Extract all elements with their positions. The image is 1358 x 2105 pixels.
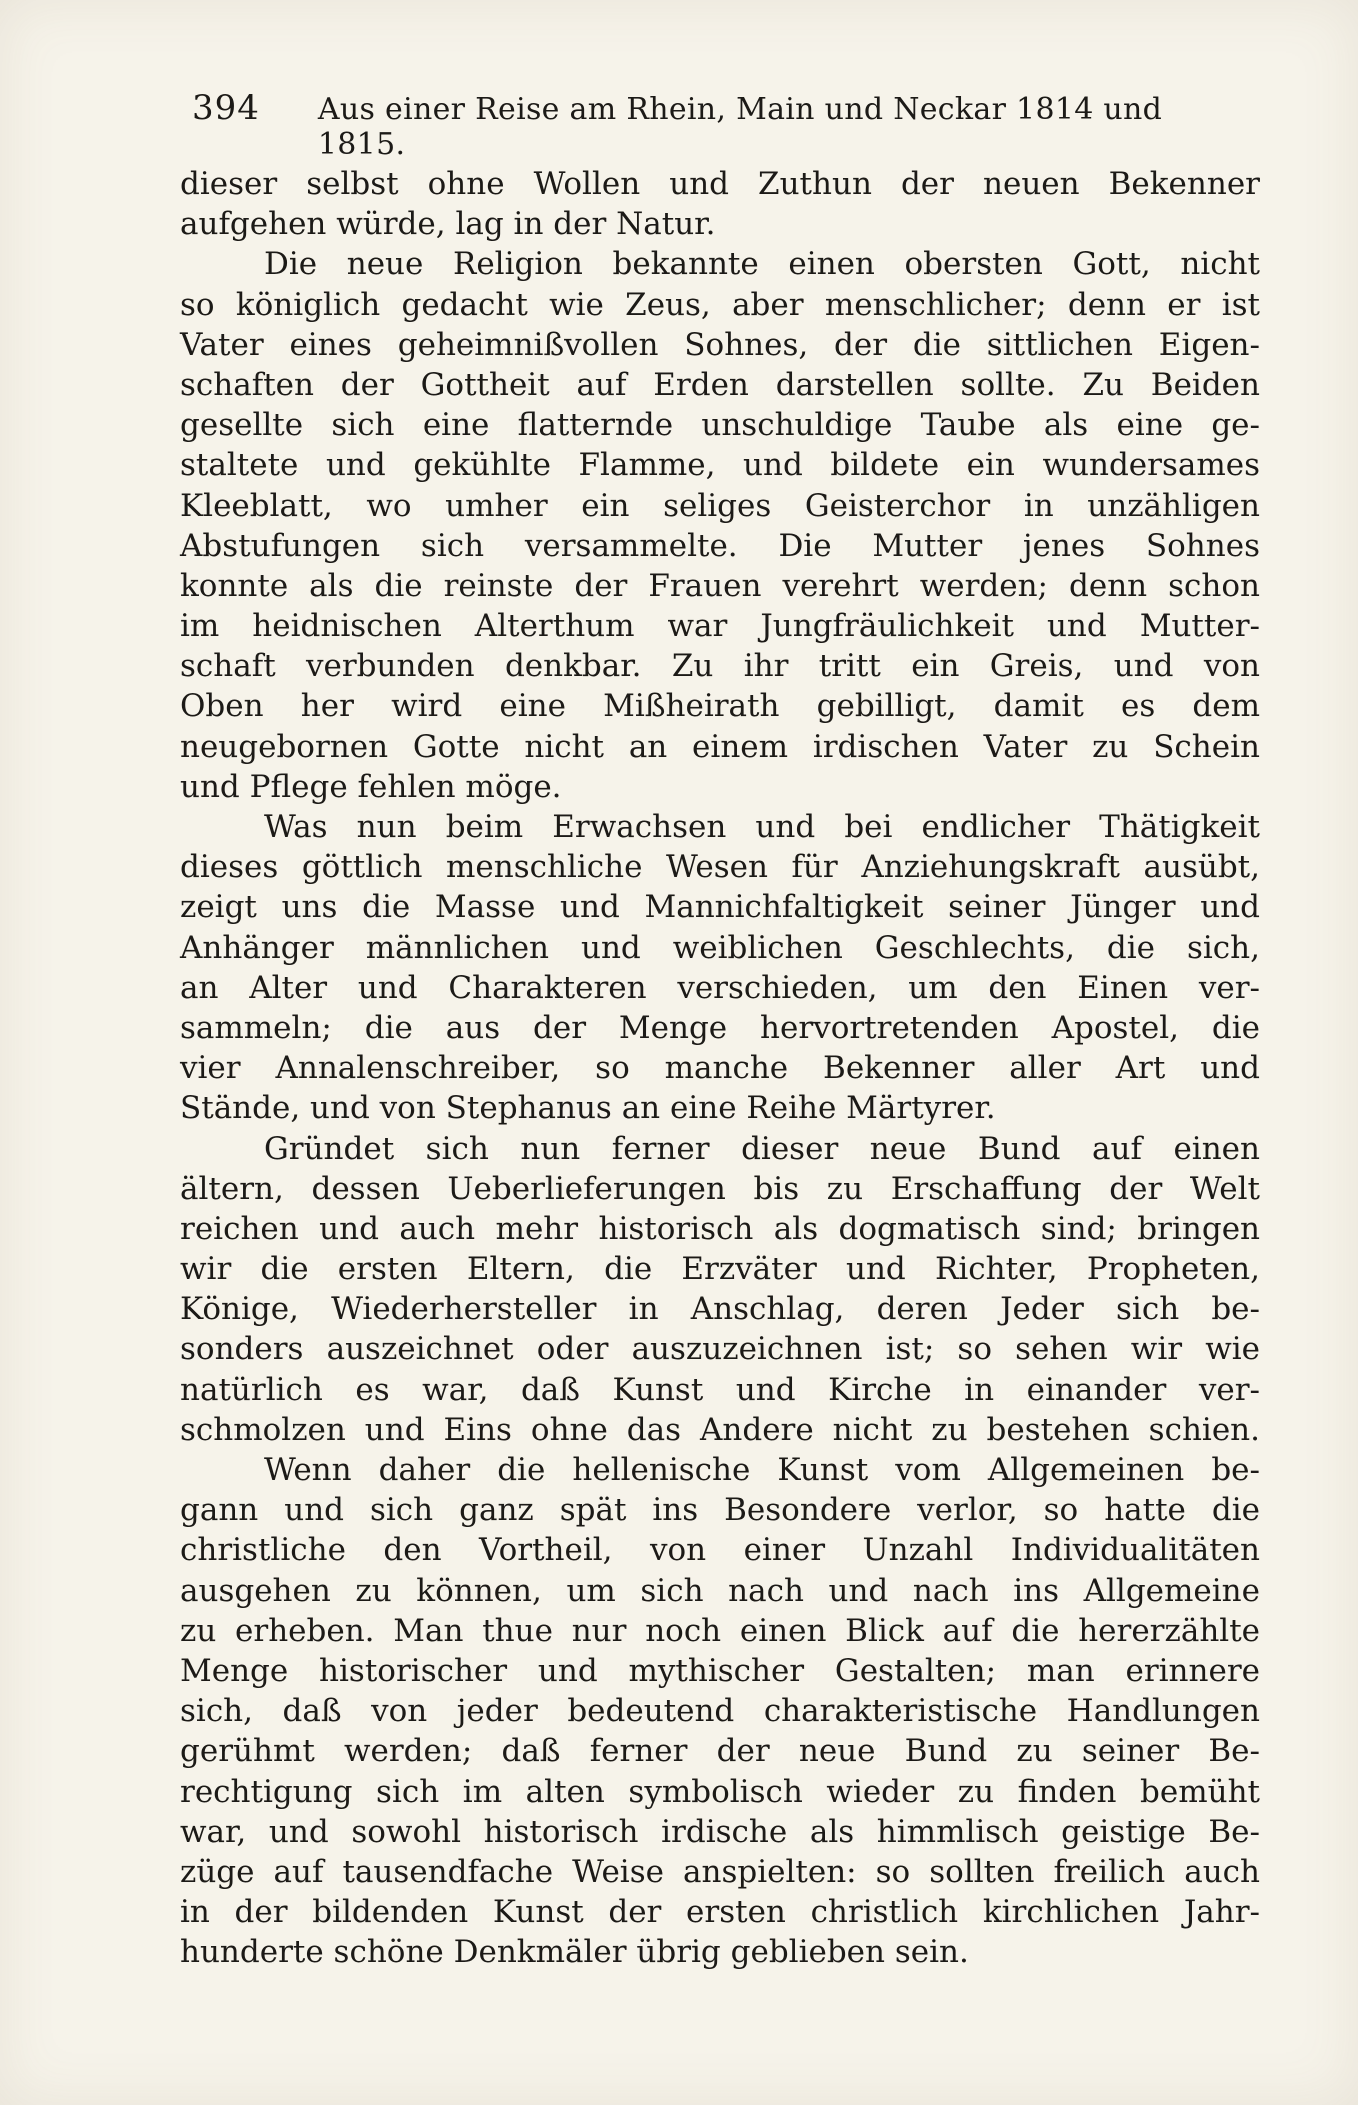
text-line: reichen und auch mehr historisch als dogmatisch sind; bringen — [180, 1210, 1260, 1247]
text-line: gann und sich ganz spät ins Besondere verlor, so hatte die — [180, 1492, 1260, 1529]
text-line: aufgehen würde, lag in der Natur. — [180, 206, 716, 243]
text-line: sich, daß von jeder bedeutend charakteristische Handlungen — [180, 1693, 1260, 1730]
text-line: Vater eines geheimnißvollen Sohnes, der die sittlichen Eigen- — [180, 326, 1260, 363]
text-line: wir die ersten Eltern, die Erzväter und Richter, Propheten, — [180, 1251, 1260, 1288]
text-line: natürlich es war, daß Kunst und Kirche in einander ver- — [180, 1371, 1260, 1408]
text-line: dieses göttlich menschliche Wesen für Anziehungskraft ausübt, — [180, 849, 1260, 886]
text-line: gerühmt werden; daß ferner der neue Bund zu seiner Be- — [180, 1733, 1260, 1770]
text-line: hunderte schöne Denkmäler übrig geblieben sein. — [180, 1934, 969, 1971]
text-line: Anhänger männlichen und weiblichen Geschlechts, die sich, — [180, 929, 1260, 966]
text-line: sammeln; die aus der Menge hervortretenden Apostel, die — [180, 1009, 1260, 1046]
text-line: Abstufungen sich versammelte. Die Mutter jenes Sohnes — [180, 527, 1260, 564]
text-line: an Alter und Charakteren verschieden, um den Einen ver- — [180, 969, 1260, 1006]
text-line: gesellte sich eine flatternde unschuldige Taube als eine ge- — [180, 407, 1260, 444]
page-header — [192, 88, 1254, 162]
text-line: neugebornen Gotte nicht an einem irdischen Vater zu Schein — [180, 728, 1260, 765]
text-line: schmolzen und Eins ohne das Andere nicht zu bestehen schien. — [180, 1411, 1260, 1448]
text-line: Gründet sich nun ferner dieser neue Bund auf einen — [264, 1130, 1260, 1167]
text-line: so königlich gedacht wie Zeus, aber menschlicher; denn er ist — [180, 286, 1260, 323]
text-line: Könige, Wiederhersteller in Anschlag, deren Jeder sich be- — [180, 1291, 1260, 1328]
page-number: 394 — [192, 88, 260, 128]
text-line: Oben her wird eine Mißheirath gebilligt, damit es dem — [180, 688, 1260, 725]
text-line: in der bildenden Kunst der ersten christlich kirchlichen Jahr- — [180, 1894, 1260, 1931]
text-line: und Pflege fehlen möge. — [180, 768, 562, 805]
body-text — [180, 164, 1260, 1972]
text-line: war, und sowohl historisch irdische als himmlisch geistige Be- — [180, 1813, 1260, 1850]
text-line: Die neue Religion bekannte einen obersten Gott, nicht — [264, 246, 1260, 283]
running-title: Aus einer Reise am Rhein, Main und Neckar 1814 und 1815. — [317, 92, 1163, 162]
text-line: dieser selbst ohne Wollen und Zuthun der neuen Bekenner — [180, 166, 1260, 202]
text-line: zeigt uns die Masse und Mannichfaltigkeit seiner Jünger und — [180, 889, 1260, 926]
text-line: staltete und gekühlte Flamme, und bildete ein wundersames — [180, 447, 1260, 484]
text-line: Was nun beim Erwachsen und bei endlicher Thätigkeit — [264, 809, 1260, 845]
text-line: zu erheben. Man thue nur noch einen Blick auf die hererzählte — [180, 1612, 1260, 1649]
text-line: Wenn daher die hellenische Kunst vom Allgemeinen be- — [264, 1452, 1260, 1488]
text-line: christliche den Vortheil, von einer Unzahl Individualitäten — [180, 1532, 1260, 1569]
text-line: sonders auszeichnet oder auszuzeichnen ist; so sehen wir wie — [180, 1331, 1260, 1368]
text-line: züge auf tausendfache Weise anspielten: so sollten freilich auch — [180, 1853, 1260, 1890]
text-line: ausgehen zu können, um sich nach und nach ins Allgemeine — [180, 1572, 1260, 1609]
text-line: schaft verbunden denkbar. Zu ihr tritt ein Greis, und von — [180, 648, 1260, 685]
text-line: vier Annalenschreiber, so manche Bekenner aller Art und — [180, 1050, 1260, 1087]
text-line: Stände, und von Stephanus an eine Reihe Märtyrer. — [180, 1090, 996, 1127]
text-line: konnte als die reinste der Frauen verehrt werden; denn schon — [180, 567, 1260, 604]
text-line: schaften der Gottheit auf Erden darstellen sollte. Zu Beiden — [180, 366, 1260, 403]
text-line: im heidnischen Alterthum war Jungfräulichkeit und Mutter- — [180, 608, 1260, 645]
text-line: ältern, dessen Ueberlieferungen bis zu Erschaffung der Welt — [180, 1170, 1260, 1207]
text-line: rechtigung sich im alten symbolisch wieder zu finden bemüht — [180, 1773, 1260, 1810]
text-line: Kleeblatt, wo umher ein seliges Geisterchor in unzähligen — [180, 487, 1260, 524]
text-line: Menge historischer und mythischer Gestalten; man erinnere — [180, 1652, 1260, 1689]
